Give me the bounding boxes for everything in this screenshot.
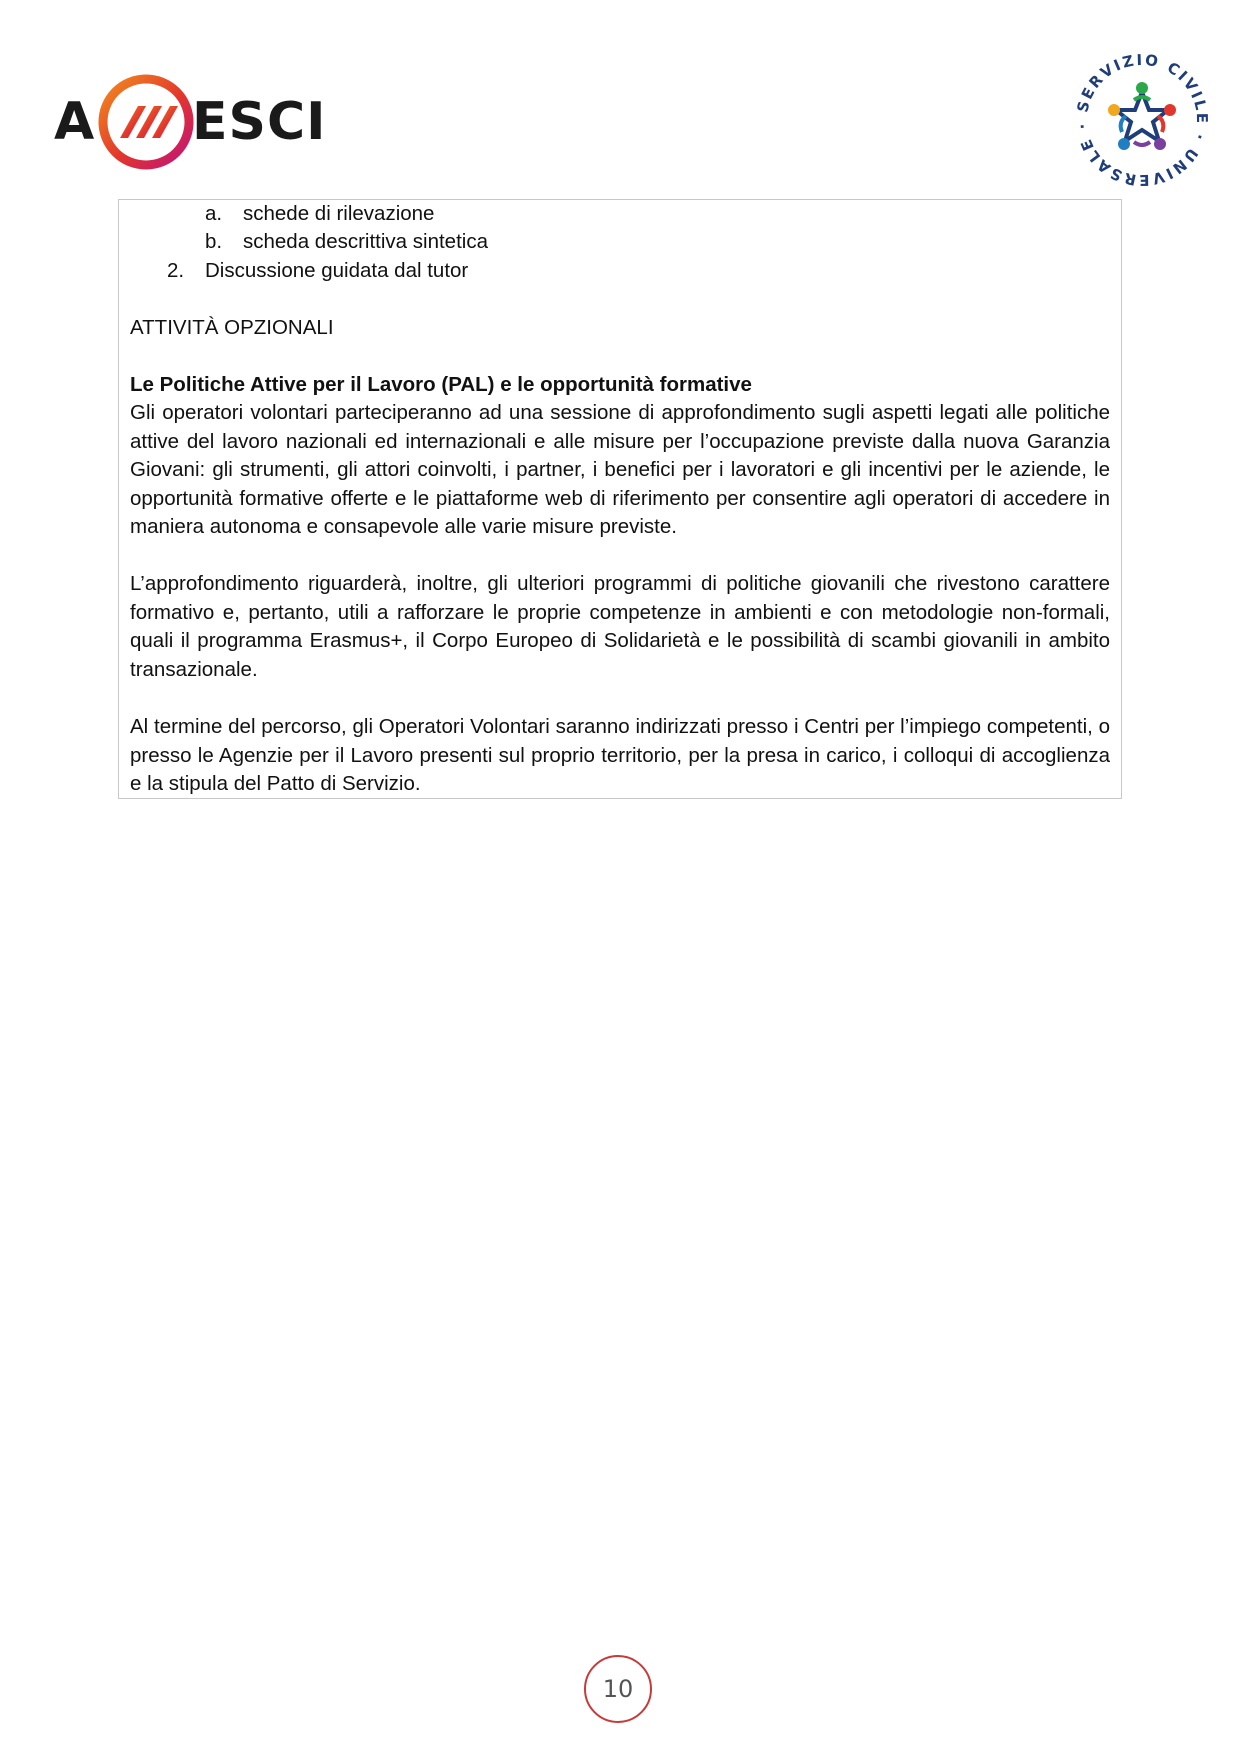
logo-text-suffix: ESCI	[192, 92, 327, 152]
paragraph: Al termine del percorso, gli Operatori Volontari saranno indirizzati presso i Centri per l’impiego competenti, o presso le Agenzie per il Lavoro presenti sul proprio territorio, per la presa in carico, i colloqui di accoglienza e la stipula del Patto di Servizio.	[130, 715, 1110, 795]
seal-text: SERVIZIO CIVILE · UNIVERSALE ·	[1072, 50, 1212, 190]
list-item	[167, 257, 468, 285]
section-heading: ATTIVITÀ OPZIONALI	[130, 316, 334, 339]
list-sub-item	[205, 200, 434, 228]
list-item-text: Discussione guidata dal tutor	[205, 259, 469, 282]
paragraph: Gli operatori volontari parteciperanno ad una sessione di approfondimento sugli aspetti legati alle politiche attive del lavoro nazionali ed internazionali e alle misure per l’occupazione previste dalla nuova Garanzia Giovani: gli strumenti, gli attori coinvolti, i partner, i benefici per i lavoratori e gli incentivi per le aziende, le opportunità formative offerte e le piattaforme web di riferimento per consentire agli operatori di accedere in maniera autonoma e consapevole alle varie misure previste.	[130, 401, 1110, 538]
list-sub-item	[205, 228, 488, 256]
servizio-civile-star-icon	[1072, 50, 1212, 190]
amesci-logo	[52, 72, 327, 172]
paragraph: L’approfondimento riguarderà, inoltre, gli ulteriori programmi di politiche giovanili che rivestono carattere formativo e, pertanto, utili a rafforzare le proprie competenze in ambienti e con metodologie non-formali, quali il programma Erasmus+, il Corpo Europeo di Solidarietà e le possibilità di scambi giovanili in ambito transazionale.	[130, 572, 1110, 681]
servizio-civile-logo	[1072, 50, 1212, 190]
amesci-logo-mark-icon	[96, 72, 196, 172]
logo-text-prefix: A	[54, 92, 96, 152]
list-marker: b.	[205, 230, 223, 253]
subsection-heading: Le Politiche Attive per il Lavoro (PAL) e le opportunità formative	[130, 373, 752, 396]
list-item-text: schede di rilevazione	[243, 202, 435, 225]
svg-text:SERVIZIO CIVILE · UNIVERSALE ·	[1073, 51, 1211, 189]
list-marker: 2.	[167, 259, 185, 282]
content-table-cell	[118, 199, 1122, 799]
list-marker: a.	[205, 202, 223, 225]
list-item-text: scheda descrittiva sintetica	[243, 230, 488, 253]
page-number: 10	[584, 1655, 652, 1723]
